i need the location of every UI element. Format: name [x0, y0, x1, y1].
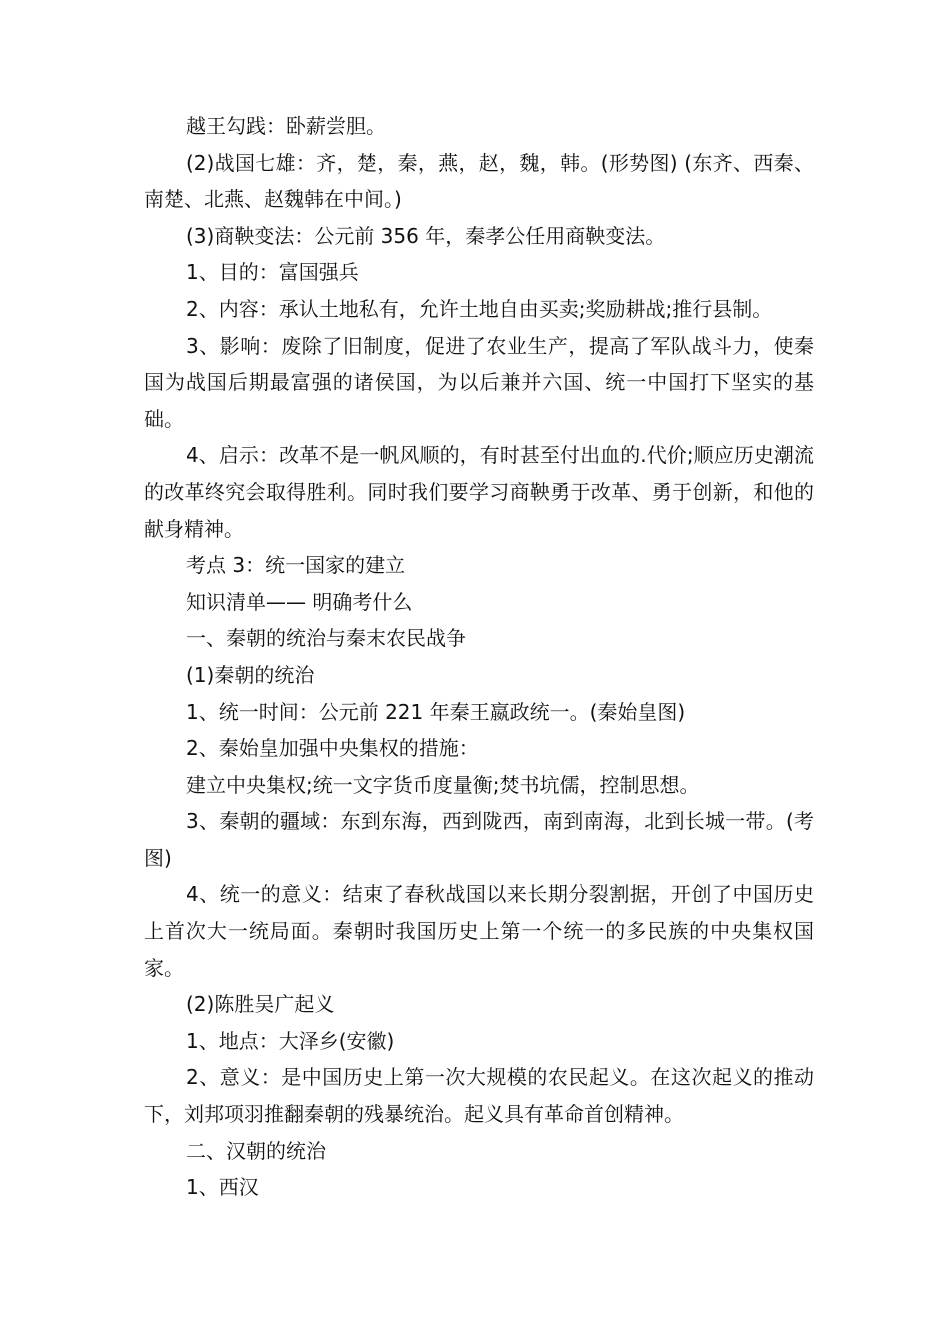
- paragraph-reform-impact: 3、影响：废除了旧制度，促进了农业生产，提高了军队战斗力，使秦国为战国后期最富强的诸侯国，为以后兼并六国、统一中国打下坚实的基础。: [144, 333, 814, 431]
- paragraph-reform-content: 2、内容：承认土地私有，允许土地自由买卖;奖励耕战;推行县制。: [186, 296, 773, 321]
- paragraph-measures-detail: 建立中央集权;统一文字货币度量衡;焚书坑儒，控制思想。: [186, 772, 700, 797]
- paragraph-reform-lesson: 4、启示：改革不是一帆风顺的，有时甚至付出血的.代价;顺应历史潮流的改革终究会取得胜利。同时我们要学习商鞅勇于改革、勇于创新，和他的献身精神。: [144, 443, 814, 541]
- paragraph-warring-states: (2)战国七雄：齐，楚，秦，燕，赵，魏，韩。(形势图) (东齐、西秦、南楚、北燕、赵魏韩在中间。): [144, 150, 814, 212]
- paragraph-uprising-location: 1、地点：大泽乡(安徽): [186, 1028, 395, 1053]
- heading-knowledge-list: 知识清单—— 明确考什么: [186, 589, 413, 614]
- paragraph-unification-meaning: 4、统一的意义：结束了春秋战国以来长期分裂割据，开创了中国历史上首次大一统局面。秦朝时我国历史上第一个统一的多民族的中央集权国家。: [144, 882, 814, 980]
- subheading-qin-rule: (1)秦朝的统治: [186, 662, 315, 687]
- heading-topic-3: 考点 3：统一国家的建立: [186, 553, 406, 578]
- paragraph-centralization-measures: 2、秦始皇加强中央集权的措施：: [186, 736, 479, 761]
- paragraph-qin-territory: 3、秦朝的疆域：东到东海，西到陇西，南到南海，北到长城一带。(考图): [144, 809, 814, 870]
- subheading-chen-wu-uprising: (2)陈胜吴广起义: [186, 992, 335, 1017]
- paragraph-uprising-meaning: 2、意义：是中国历史上第一次大规模的农民起义。在这次起义的推动下，刘邦项羽推翻秦朝的残暴统治。起义具有革命首创精神。: [144, 1065, 814, 1127]
- document-page: [144, 108, 814, 1206]
- subheading-western-han: 1、西汉: [186, 1175, 259, 1200]
- paragraph-goujian: 越王勾践：卧薪尝胆。: [186, 114, 386, 138]
- heading-qin-dynasty: 一、秦朝的统治与秦末农民战争: [186, 626, 466, 651]
- paragraph-shang-yang-reform: (3)商鞅变法：公元前 356 年，秦孝公任用商鞅变法。: [186, 223, 666, 248]
- paragraph-reform-purpose: 1、目的：富国强兵: [186, 260, 359, 285]
- heading-han-dynasty: 二、汉朝的统治: [186, 1138, 326, 1163]
- paragraph-unification-time: 1、统一时间：公元前 221 年秦王嬴政统一。(秦始皇图): [186, 699, 686, 724]
